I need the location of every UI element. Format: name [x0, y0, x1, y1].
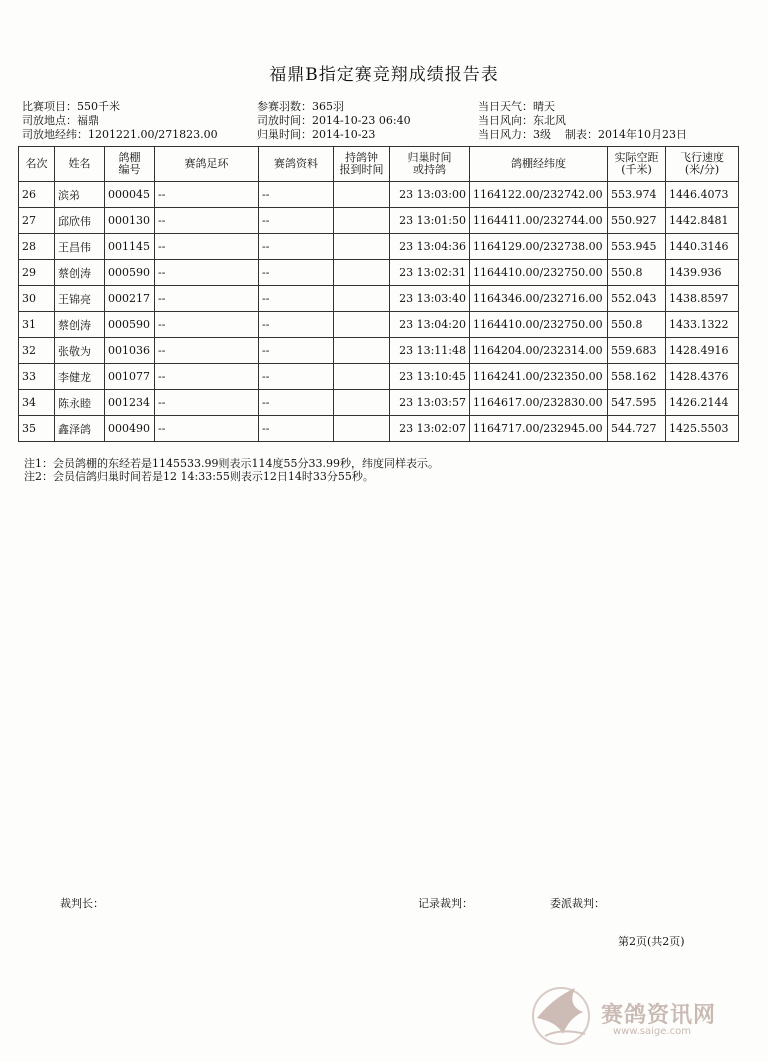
col-name-cell: 滨弟 [55, 182, 105, 208]
col-name-cell: 李健龙 [55, 364, 105, 390]
col-rank-cell: 29 [19, 260, 55, 286]
col-distance-cell: 553.945 [608, 234, 666, 260]
col-loft-coords-cell: 1164410.00/232750.00 [470, 312, 608, 338]
table-row [19, 312, 739, 338]
col-bird-info-cell: -- [259, 260, 334, 286]
col-name-cell: 蔡创涛 [55, 312, 105, 338]
col-loft-coords-cell: 1164204.00/232314.00 [470, 338, 608, 364]
col-speed-cell: 1428.4916 [666, 338, 739, 364]
notes [24, 457, 439, 483]
col-ring-cell: -- [155, 260, 259, 286]
col-rank-cell: 32 [19, 338, 55, 364]
col-loft-coords-cell: 1164717.00/232945.00 [470, 416, 608, 442]
col-clock-time-cell [334, 286, 390, 312]
col-bird-info-cell: -- [259, 338, 334, 364]
col-ring-cell: -- [155, 208, 259, 234]
col-distance-cell: 552.043 [608, 286, 666, 312]
col-ring-cell: -- [155, 364, 259, 390]
col-distance-cell: 559.683 [608, 338, 666, 364]
col-clock-time-cell [334, 312, 390, 338]
note-2: 注2：会员信鸽归巢时间若是12 14:33:55则表示12日14时33分55秒。 [24, 470, 374, 483]
table-row [19, 338, 739, 364]
col-speed-cell: 1428.4376 [666, 364, 739, 390]
col-rank-header: 名次 [19, 147, 55, 182]
col-name-cell: 蔡创涛 [55, 260, 105, 286]
col-loft-no-cell: 000130 [105, 208, 155, 234]
col-loft-coords-cell: 1164129.00/232738.00 [470, 234, 608, 260]
col-rank-cell: 34 [19, 390, 55, 416]
col-return-time-cell: 23 13:02:31 [390, 260, 470, 286]
col-loft-no-header: 鸽棚 编号 [105, 147, 155, 182]
col-clock-time-cell [334, 364, 390, 390]
watermark-name: 赛鸽资讯网 [601, 1003, 717, 1028]
meta-column-2 [257, 100, 411, 142]
table-row [19, 260, 739, 286]
col-loft-no-cell: 001036 [105, 338, 155, 364]
issued-date: 制表：2014年10月23日 [565, 128, 687, 141]
col-clock-time-cell [334, 338, 390, 364]
results-table [18, 146, 739, 442]
col-clock-time-cell [334, 390, 390, 416]
col-rank-cell: 31 [19, 312, 55, 338]
col-bird-info-cell: -- [259, 390, 334, 416]
pigeon-logo-icon [523, 978, 601, 1048]
col-rank-cell: 28 [19, 234, 55, 260]
table-row [19, 182, 739, 208]
col-loft-no-cell: 000217 [105, 286, 155, 312]
col-rank-cell: 35 [19, 416, 55, 442]
col-bird-info-cell: -- [259, 416, 334, 442]
col-name-cell: 王锦亮 [55, 286, 105, 312]
table-body [19, 182, 739, 442]
release-place: 司放地点：福鼎 [22, 114, 99, 127]
note-1: 注1：会员鸽棚的东经若是1145533.99则表示114度55分33.99秒，纬度同样表示。 [24, 457, 439, 470]
col-return-time-cell: 23 13:01:50 [390, 208, 470, 234]
col-distance-cell: 550.8 [608, 260, 666, 286]
col-speed-cell: 1433.1322 [666, 312, 739, 338]
col-speed-header: 飞行速度 (米/分) [666, 147, 739, 182]
meta-column-1 [22, 100, 218, 142]
col-loft-coords-cell: 1164122.00/232742.00 [470, 182, 608, 208]
col-name-cell: 邱欣伟 [55, 208, 105, 234]
return-time: 归巢时间：2014-10-23 [257, 128, 376, 141]
release-time: 司放时间：2014-10-23 06:40 [257, 114, 411, 127]
col-return-time-cell: 23 13:03:40 [390, 286, 470, 312]
col-loft-coords-cell: 1164241.00/232350.00 [470, 364, 608, 390]
col-distance-header: 实际空距 (千米) [608, 147, 666, 182]
col-loft-no-cell: 001234 [105, 390, 155, 416]
page-number: 第2页(共2页) [618, 935, 685, 948]
col-distance-cell: 550.8 [608, 312, 666, 338]
col-distance-cell: 550.927 [608, 208, 666, 234]
col-name-cell: 鑫泽鸽 [55, 416, 105, 442]
col-clock-time-cell [334, 416, 390, 442]
table-row [19, 208, 739, 234]
wind-force-line [478, 128, 687, 142]
chief-judge-label: 裁判长： [60, 897, 104, 910]
col-rank-cell: 30 [19, 286, 55, 312]
col-return-time-cell: 23 13:04:20 [390, 312, 470, 338]
col-bird-info-cell: -- [259, 208, 334, 234]
watermark-url: www.saige.com [613, 1026, 691, 1037]
col-rank-cell: 27 [19, 208, 55, 234]
col-bird-info-cell: -- [259, 286, 334, 312]
col-speed-cell: 1442.8481 [666, 208, 739, 234]
col-ring-cell: -- [155, 390, 259, 416]
col-loft-no-cell: 000490 [105, 416, 155, 442]
weather: 当日天气：晴天 [478, 100, 555, 113]
col-bird-info-header: 赛鸽资料 [259, 147, 334, 182]
col-clock-time-cell [334, 182, 390, 208]
table-row [19, 390, 739, 416]
report-title: 福鼎B指定赛竞翔成绩报告表 [269, 65, 499, 85]
wind-direction: 当日风向：东北风 [478, 114, 566, 127]
col-distance-cell: 547.595 [608, 390, 666, 416]
col-return-time-cell: 23 13:03:57 [390, 390, 470, 416]
race-item: 比赛项目：550千米 [22, 100, 120, 113]
col-name-cell: 张敬为 [55, 338, 105, 364]
table-row [19, 364, 739, 390]
meta-column-3 [478, 100, 687, 142]
col-ring-cell: -- [155, 338, 259, 364]
entries-count: 参赛羽数：365羽 [257, 100, 344, 113]
col-clock-time-cell [334, 208, 390, 234]
col-loft-no-cell: 000590 [105, 312, 155, 338]
col-loft-no-cell: 001077 [105, 364, 155, 390]
col-distance-cell: 558.162 [608, 364, 666, 390]
col-rank-cell: 33 [19, 364, 55, 390]
col-name-header: 姓名 [55, 147, 105, 182]
col-ring-cell: -- [155, 182, 259, 208]
col-speed-cell: 1439.936 [666, 260, 739, 286]
col-return-time-cell: 23 13:11:48 [390, 338, 470, 364]
col-rank-cell: 26 [19, 182, 55, 208]
col-ring-cell: -- [155, 286, 259, 312]
col-return-time-cell: 23 13:10:45 [390, 364, 470, 390]
col-speed-cell: 1426.2144 [666, 390, 739, 416]
col-loft-no-cell: 000590 [105, 260, 155, 286]
col-return-time-cell: 23 13:04:36 [390, 234, 470, 260]
col-bird-info-cell: -- [259, 364, 334, 390]
col-loft-coords-cell: 1164346.00/232716.00 [470, 286, 608, 312]
watermark [523, 978, 723, 1048]
wind-force: 当日风力：3级 [478, 128, 551, 141]
col-loft-no-cell: 000045 [105, 182, 155, 208]
col-return-time-cell: 23 13:02:07 [390, 416, 470, 442]
col-name-cell: 王昌伟 [55, 234, 105, 260]
table-header-row [19, 147, 739, 182]
col-distance-cell: 553.974 [608, 182, 666, 208]
recorder-judge-label: 记录裁判： [418, 897, 473, 910]
col-loft-coords-header: 鸽棚经纬度 [470, 147, 608, 182]
col-ring-header: 赛鸽足环 [155, 147, 259, 182]
col-loft-coords-cell: 1164617.00/232830.00 [470, 390, 608, 416]
col-bird-info-cell: -- [259, 182, 334, 208]
col-loft-no-cell: 001145 [105, 234, 155, 260]
col-clock-time-cell [334, 234, 390, 260]
release-coords: 司放地经纬：1201221.00/271823.00 [22, 128, 218, 141]
col-speed-cell: 1440.3146 [666, 234, 739, 260]
table-row [19, 234, 739, 260]
col-loft-coords-cell: 1164410.00/232750.00 [470, 260, 608, 286]
col-return-time-cell: 23 13:03:00 [390, 182, 470, 208]
table-row [19, 286, 739, 312]
col-speed-cell: 1438.8597 [666, 286, 739, 312]
col-loft-coords-cell: 1164411.00/232744.00 [470, 208, 608, 234]
col-bird-info-cell: -- [259, 312, 334, 338]
col-ring-cell: -- [155, 234, 259, 260]
table-row [19, 416, 739, 442]
col-return-time-header: 归巢时间 或持鸽 [390, 147, 470, 182]
col-clock-time-cell [334, 260, 390, 286]
col-name-cell: 陈永睦 [55, 390, 105, 416]
col-speed-cell: 1446.4073 [666, 182, 739, 208]
col-bird-info-cell: -- [259, 234, 334, 260]
col-speed-cell: 1425.5503 [666, 416, 739, 442]
col-distance-cell: 544.727 [608, 416, 666, 442]
col-ring-cell: -- [155, 416, 259, 442]
col-ring-cell: -- [155, 312, 259, 338]
delegate-judge-label: 委派裁判： [550, 897, 605, 910]
col-clock-time-header: 持鸽钟 报到时间 [334, 147, 390, 182]
